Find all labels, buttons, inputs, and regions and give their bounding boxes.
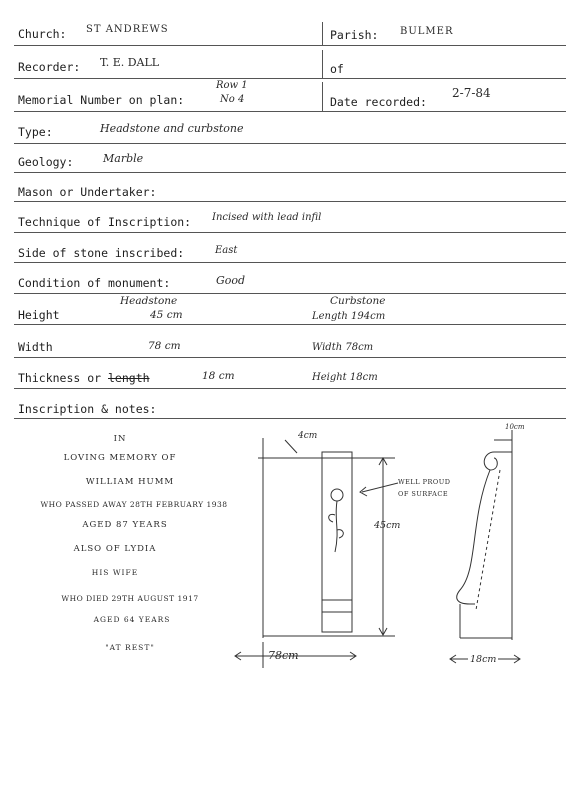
geology-label: Geology: [18,155,74,169]
headstone-thickness: 18 cm [202,370,235,382]
inscription-line: WILLIAM HUMM [85,477,175,487]
curb-height: Height 18cm [312,372,378,383]
sketch-width-dim: 78cm [268,649,299,662]
height-label: Height [18,308,60,322]
inscription-line: AGED 87 YEARS [82,520,168,530]
type-label: Type: [18,125,53,139]
condition-value: Good [216,274,246,287]
memorial-no: No 4 [220,94,245,105]
technique-label: Technique of Inscription: [18,215,192,229]
profile-front-curve [457,470,490,604]
headstone-height: 45 cm [150,309,183,321]
profile-width-dim: 18cm [470,654,497,665]
church-value: ST ANDREWS [86,24,169,35]
recorder-label: Recorder: [18,60,81,74]
memorial-label: Memorial Number on plan: [18,93,185,107]
type-value: Headstone and curbstone [100,122,244,135]
headstone-width: 78 cm [148,340,181,352]
inscription-line: WHO DIED 29TH AUGUST 1917 [61,594,199,603]
sketch-top-dim: 4cm [298,431,318,441]
curb-width: Width 78cm [312,342,374,353]
recorder-value: T. E. DALL [100,56,160,69]
curbstone-header: Curbstone [330,295,386,307]
headstone-header: Headstone [120,295,178,307]
profile-top-curve [484,452,512,470]
inscription-label: Inscription & notes: [18,402,157,416]
sketch-4cm-pointer [285,440,297,453]
curb-length: Length 194cm [312,311,386,322]
thickness-label: Thickness or [18,371,102,385]
flower-motif [331,489,343,501]
inscription-line: "AT REST" [105,643,155,652]
condition-label: Condition of monument: [18,276,171,290]
date-label: Date recorded: [330,95,427,109]
inscription-line: WHO PASSED AWAY 28TH FEBRUARY 1938 [40,500,228,509]
inscription-line: LOVING MEMORY OF [63,453,177,463]
inscription-line: IN [113,434,127,444]
inscription-line: AGED 64 YEARS [93,615,171,624]
date-value: 2-7-84 [452,86,491,100]
side-value: East [215,245,238,256]
thickness-struck: length [108,371,150,385]
inscription-line: ALSO OF LYDIA [73,544,157,554]
side-label: Side of stone inscribed: [18,246,185,260]
of-label: of [330,62,344,76]
profile-top-dim: 10cm [505,423,525,431]
parish-value: BULMER [400,26,454,37]
proud-pointer [362,483,398,492]
sketch-height-dim: 45cm [374,520,401,531]
memorial-row: Row 1 [216,80,248,91]
sketch-note: WELL PROUD OF SURFACE [398,478,451,498]
parish-label: Parish: [330,28,379,42]
church-label: Church: [18,27,67,41]
inscription-line: HIS WIFE [91,568,139,577]
mason-label: Mason or Undertaker: [18,185,157,199]
technique-value: Incised with lead infil [212,212,322,223]
geology-value: Marble [103,152,144,165]
width-label: Width [18,340,53,354]
